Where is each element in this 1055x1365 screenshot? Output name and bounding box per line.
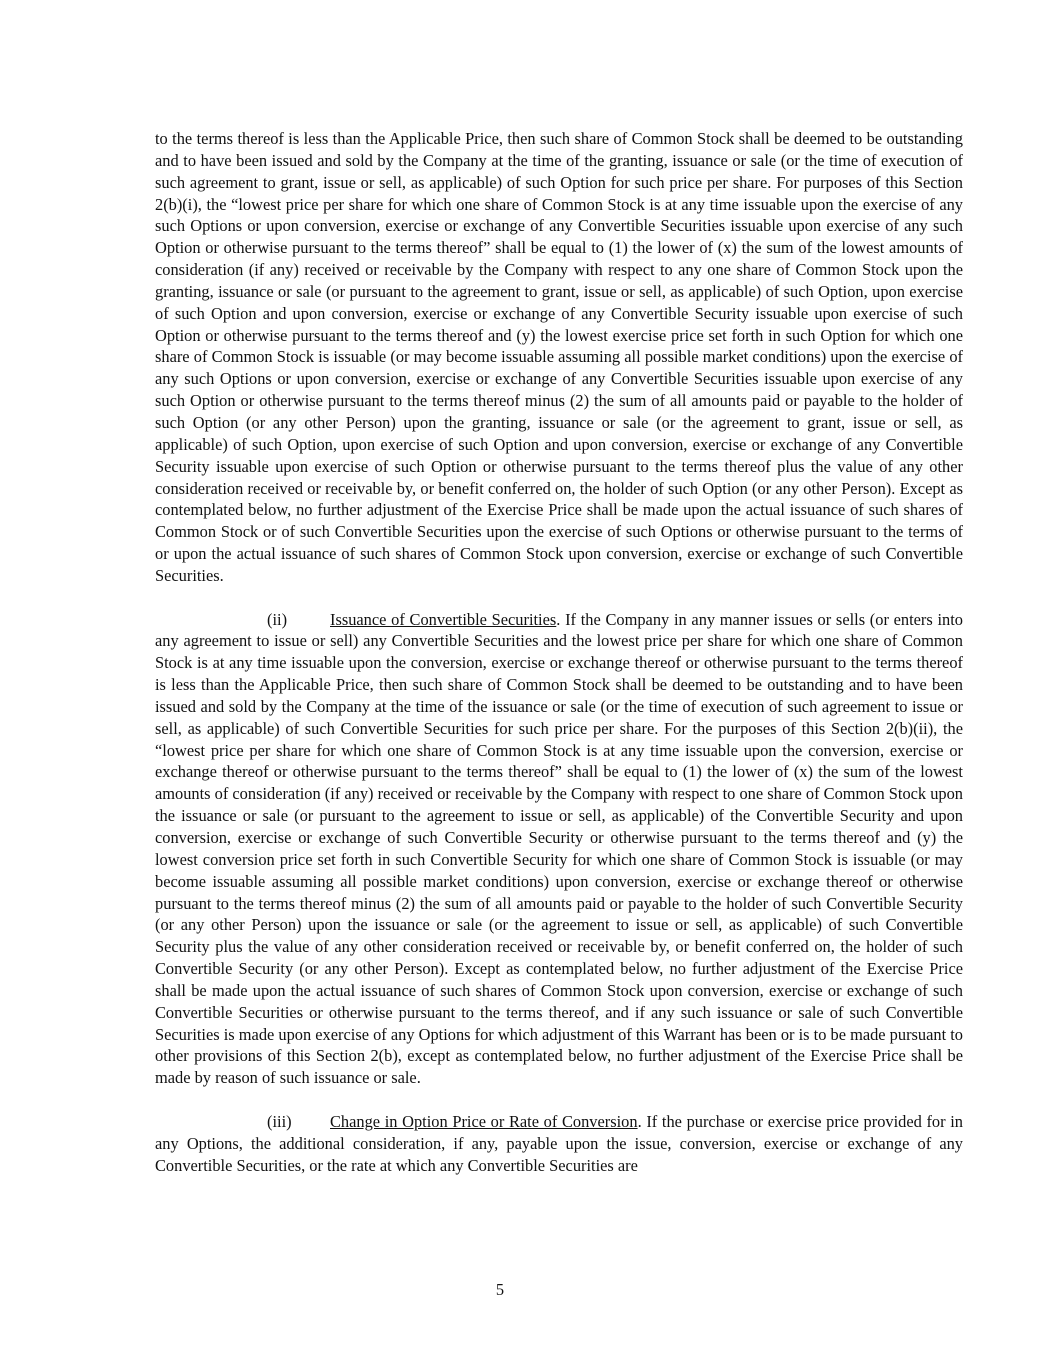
paragraph-text: . If the Company in any manner issues or sells (or enters into any agreement to issue or sell) any Convertible Securities and the lowest price per share for which one share of Common Stock is at any time issuable upon the conversion, exercise or exchange thereof or otherwise pursuant to the terms thereof is less than the Applicable Price, then such share of Common Stock shall be deemed to be outstanding and to have been issued and sold by the Company at the time of the issuance or sale (or the time of execution of such agreement to issue or sell, as applicable) of such Convertible Securities for such price per share. For the purposes of this Section 2(b)(ii), the “lowest price per share for which one share of Common Stock is at any time issuable upon the conversion, exercise or exchange thereof or otherwise pursuant to the terms thereof” shall be equal to (1) the lower of (x) the sum of the lowest amounts of consideration (if any) received or receivable by the Company with respect to one share of Common Stock upon the issuance or sale (or pursuant to the agreement to issue or sell, as applicable) of the Convertible Security and upon conversion, exercise or exchange of such Convertible Security or otherwise pursuant to the terms thereof and (y) the lowest conversion price set forth in such Convertible Security for which one share of Common Stock is issuable (or may become issuable assuming all possible market conditions) upon conversion, exercise or exchange thereof or otherwise pursuant to the terms thereof minus (2) the sum of all amounts paid or payable to the holder of such Convertible Security (or any other Person) upon the issuance or sale (or the agreement to issue or sell, as applicable) of such Convertible Security plus the value of any other consideration received or receivable by, or benefit conferred on, the holder of such Convertible Security (or any other Person). Except as contemplated below, no further adjustment of the Exercise Price shall be made upon the actual issuance of such shares of Common Stock upon conversion, exercise or exchange of such Convertible Securities or otherwise pursuant to the terms thereof, and if any such issuance or sale of such Convertible Securities is made upon exercise of any Options for which adjustment of this Warrant has been or is to be made pursuant to other provisions of this Section 2(b), except as contemplated below, no further adjustment of the Exercise Price shall be made by reason of such issuance or sale. (155, 609, 963, 1088)
document-page (155, 128, 963, 1177)
paragraph-heading: Issuance of Convertible Securities (330, 609, 557, 629)
paragraph-heading: Change in Option Price or Rate of Conversion (330, 1111, 638, 1131)
paragraph-ii (155, 609, 963, 1090)
paragraph-marker: (iii) (267, 1111, 292, 1131)
paragraph-iii (155, 1111, 963, 1177)
page-number: 5 (495, 1280, 505, 1299)
paragraph-continuation (155, 128, 963, 587)
paragraph-text: to the terms thereof is less than the Applicable Price, then such share of Common Stock shall be deemed to be outstanding and to have been issued and sold by the Company at the time of the granting, issuance or sale (or the time of execution of such agreement to grant, issue or sell, as applicable) of such Option for such price per share. For purposes of this Section 2(b)(i), the “lowest price per share for which one share of Common Stock is at any time issuable upon the exercise of any such Options or upon conversion, exercise or exchange of any Convertible Securities issuable upon exercise of any such Option or otherwise pursuant to the terms thereof” shall be equal to (1) the lower of (x) the sum of the lowest amounts of consideration (if any) received or receivable by the Company with respect to any one share of Common Stock upon the granting, issuance or sale (or pursuant to the agreement to grant, issue or sell, as applicable) of such Option, upon exercise of such Option and upon conversion, exercise or exchange of any Convertible Security issuable upon exercise of such Option or otherwise pursuant to the terms thereof and (y) the lowest exercise price set forth in such Option for which one share of Common Stock is issuable (or may become issuable assuming all possible market conditions) upon the exercise of any such Options or upon conversion, exercise or exchange of any Convertible Securities issuable upon exercise of any such Option or otherwise pursuant to the terms thereof minus (2) the sum of all amounts paid or payable to the holder of such Option (or any other Person) upon the granting, issuance or sale (or the agreement to grant, issue or sell, as applicable) of such Option, upon exercise of such Option and upon conversion, exercise or exchange of any Convertible Security issuable upon exercise of such Option or otherwise pursuant to the terms thereof plus the value of any other consideration received or receivable by, or benefit conferred on, the holder of such Option (or any other Person). Except as contemplated below, no further adjustment of the Exercise Price shall be made upon the actual issuance of such shares of Common Stock or of such Convertible Securities upon the exercise of such Options or otherwise pursuant to the terms of or upon the actual issuance of such shares of Common Stock upon conversion, exercise or exchange of such Convertible Securities. (155, 129, 963, 585)
paragraph-text: . If the purchase or exercise price provided for in any Options, the additional consideration, if any, payable upon the issue, conversion, exercise or exchange of any Convertible Securities, or the rate at which any Convertible Securities are (155, 1111, 963, 1175)
paragraph-marker: (ii) (267, 609, 288, 629)
